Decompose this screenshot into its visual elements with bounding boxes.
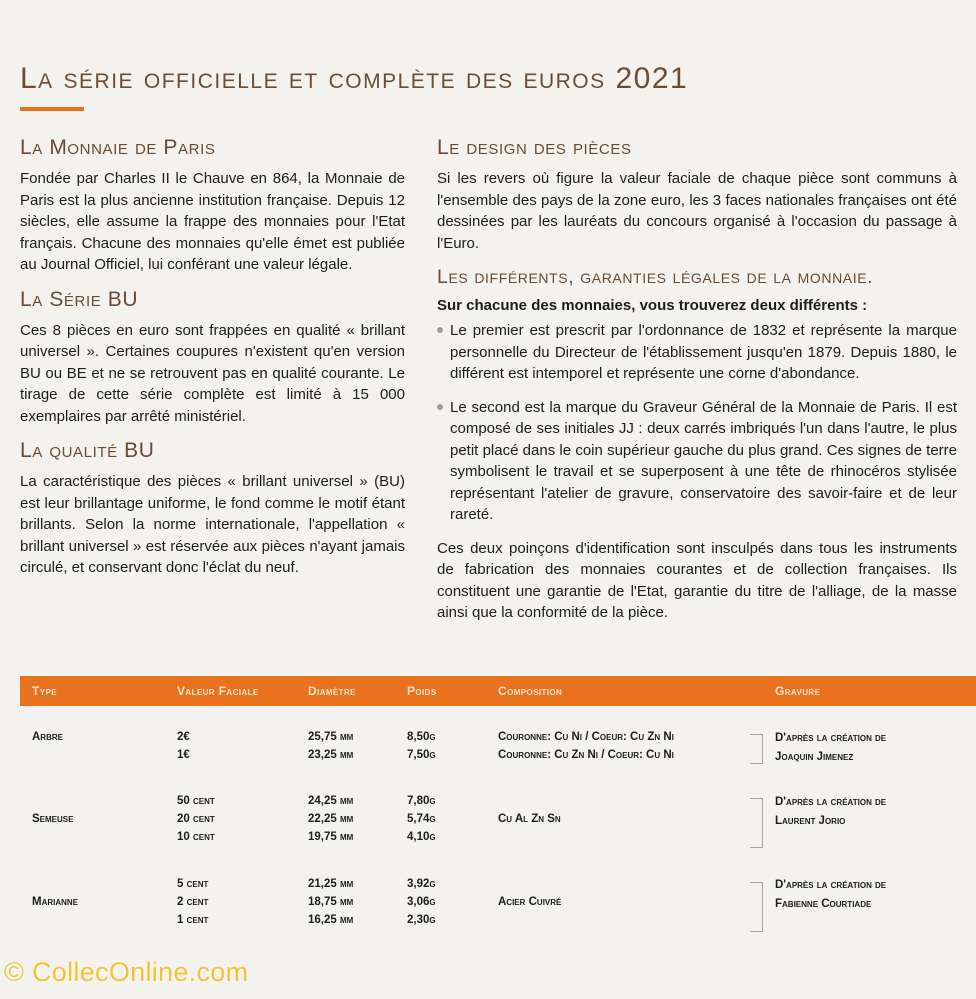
- table-cell: 2 cent: [177, 896, 209, 908]
- gravure-bracket: [750, 798, 763, 848]
- table-cell: 19,75 mm: [308, 831, 354, 843]
- table-cell: 3,92g: [407, 878, 436, 890]
- heading-qualite-bu: La qualité BU: [20, 439, 155, 462]
- table-cell: 10 cent: [177, 831, 215, 843]
- table-cell: 8,50g: [407, 731, 436, 743]
- table-cell: 4,10g: [407, 831, 436, 843]
- table-cell: 25,75 mm: [308, 731, 354, 743]
- text-poincons: Ces deux poinçons d'identification sont insculpés dans tous les instruments de fabrication des monnaies courantes et de collection françaises. Ils constituent une garantie de l'Etat, garantie du titre de l'alliage, de la masse ainsi que la conformité de la pièce.: [437, 539, 957, 621]
- left-column: [20, 136, 405, 591]
- coin-table: [20, 676, 976, 926]
- differents-lead: Sur chacune des monnaies, vous trouverez deux différents :: [437, 297, 868, 314]
- table-cell: 7,50g: [407, 749, 436, 761]
- heading-monnaie-de-paris: La Monnaie de Paris: [20, 136, 216, 159]
- table-cell: 1€: [177, 749, 190, 761]
- table-cell: 50 cent: [177, 795, 215, 807]
- header-valeur: Valeur Faciale: [177, 684, 259, 698]
- gravure-arbre-line1: D'après la création de: [775, 732, 887, 744]
- table-cell: Couronne: Cu Zn Ni / Coeur: Cu Ni: [498, 749, 674, 761]
- table-cell: 20 cent: [177, 813, 215, 825]
- gravure-semeuse-line1: D'après la création de: [775, 796, 887, 808]
- table-cell: 7,80g: [407, 795, 436, 807]
- header-poids: Poids: [407, 684, 437, 698]
- gravure-bracket: [750, 734, 763, 764]
- gravure-marianne-line1: D'après la création de: [775, 879, 887, 891]
- header-diametre: Diamètre: [308, 684, 356, 698]
- table-cell: 23,25 mm: [308, 749, 354, 761]
- gravure-bracket: [750, 882, 763, 932]
- bullet-premier: [437, 320, 957, 385]
- type-semeuse: Semeuse: [32, 813, 74, 825]
- bullet-second: [437, 397, 957, 526]
- bullet-premier-text: Le premier est prescrit par l'ordonnance de 1832 et représente la marque personnelle du Directeur de l'établissement jusqu'en 1879. Depuis 1880, le différent est intemporel et représente une corne d'abondance.: [450, 322, 957, 382]
- page-title: La série officielle et complète des euros 2021: [20, 62, 689, 95]
- table-cell: 5,74g: [407, 813, 436, 825]
- table-cell: 21,25 mm: [308, 878, 354, 890]
- table-header: [20, 676, 976, 706]
- table-cell: 5 cent: [177, 878, 209, 890]
- composition-marianne: Acier Cuivré: [498, 896, 562, 908]
- table-cell: 3,06g: [407, 896, 436, 908]
- table-cell: 1 cent: [177, 914, 209, 926]
- gravure-arbre-line2: Joaquin Jimenez: [775, 751, 854, 763]
- bullet-second-text: Le second est la marque du Graveur Général de la Monnaie de Paris. Il est composé de ses initiales JJ : deux carrés imbriqués l'un dans l'autre, le plus petit placé dans le coin supérieur gauche du plus grand. Ces signes de terre symbolisent le travail et se superposent à une tête de rhinocéros stylisée représentant l'atelier de gravure, conservatoire des savoir-faire et de leur rareté.: [450, 398, 957, 523]
- header-composition: Composition: [498, 684, 563, 698]
- bullet-dot-icon: [437, 404, 443, 410]
- right-column: [437, 136, 957, 636]
- title-underline: [20, 107, 84, 111]
- table-cell: 18,75 mm: [308, 896, 354, 908]
- table-cell: 2€: [177, 731, 190, 743]
- composition-semeuse: Cu Al Zn Sn: [498, 813, 561, 825]
- watermark: © CollecOnline.com: [4, 957, 249, 987]
- table-cell: 2,30g: [407, 914, 436, 926]
- header-type: Type: [32, 684, 57, 698]
- gravure-semeuse-line2: Laurent Jorio: [775, 815, 846, 827]
- heading-design: Le design des pièces: [437, 136, 632, 159]
- heading-serie-bu: La Série BU: [20, 287, 139, 311]
- table-cell: 24,25 mm: [308, 795, 354, 807]
- table-cell: 22,25 mm: [308, 813, 354, 825]
- type-arbre: Arbre: [32, 731, 63, 743]
- heading-differents: Les différents, garanties légales de la monnaie.: [437, 266, 874, 288]
- bullet-dot-icon: [437, 327, 443, 333]
- text-serie-bu: Ces 8 pièces en euro sont frappées en qualité « brillant universel ». Certaines coupures n'existent qu'en version BU ou BE et ne se retrouvent pas en qualité courante. Le tirage de cette série complète est limité à 15 000 exemplaires par arrêté ministériel.: [20, 321, 405, 425]
- type-marianne: Marianne: [32, 896, 79, 908]
- text-qualite-bu: La caractéristique des pièces « brillant universel » (BU) est leur brillantage uniforme, le fond comme le motif étant brillants. Selon la norme internationale, l'appellation « brillant universel » est réservée aux pièces n'ayant jamais circulé, et conservant donc l'éclat du neuf.: [20, 473, 405, 576]
- header-gravure: Gravure: [775, 684, 821, 698]
- text-monnaie-de-paris: Fondée par Charles II le Chauve en 864, la Monnaie de Paris est la plus ancienne institution française. Depuis 12 siècles, elle assume la frappe des monnaies pour l'Etat français. Chacune des monnaies qu'elle émet est publiée au Journal Officiel, lui conférant une valeur légale.: [20, 170, 405, 273]
- table-cell: 16,25 mm: [308, 914, 354, 926]
- table-cell: Couronne: Cu Ni / Coeur: Cu Zn Ni: [498, 731, 674, 743]
- text-design: Si les revers où figure la valeur faciale de chaque pièce sont communs à l'ensemble des pays de la zone euro, les 3 faces nationales françaises ont été dessinées par les lauréats du concours organisé à l'occasion du passage à l'Euro.: [437, 170, 957, 252]
- gravure-marianne-line2: Fabienne Courtiade: [775, 898, 872, 910]
